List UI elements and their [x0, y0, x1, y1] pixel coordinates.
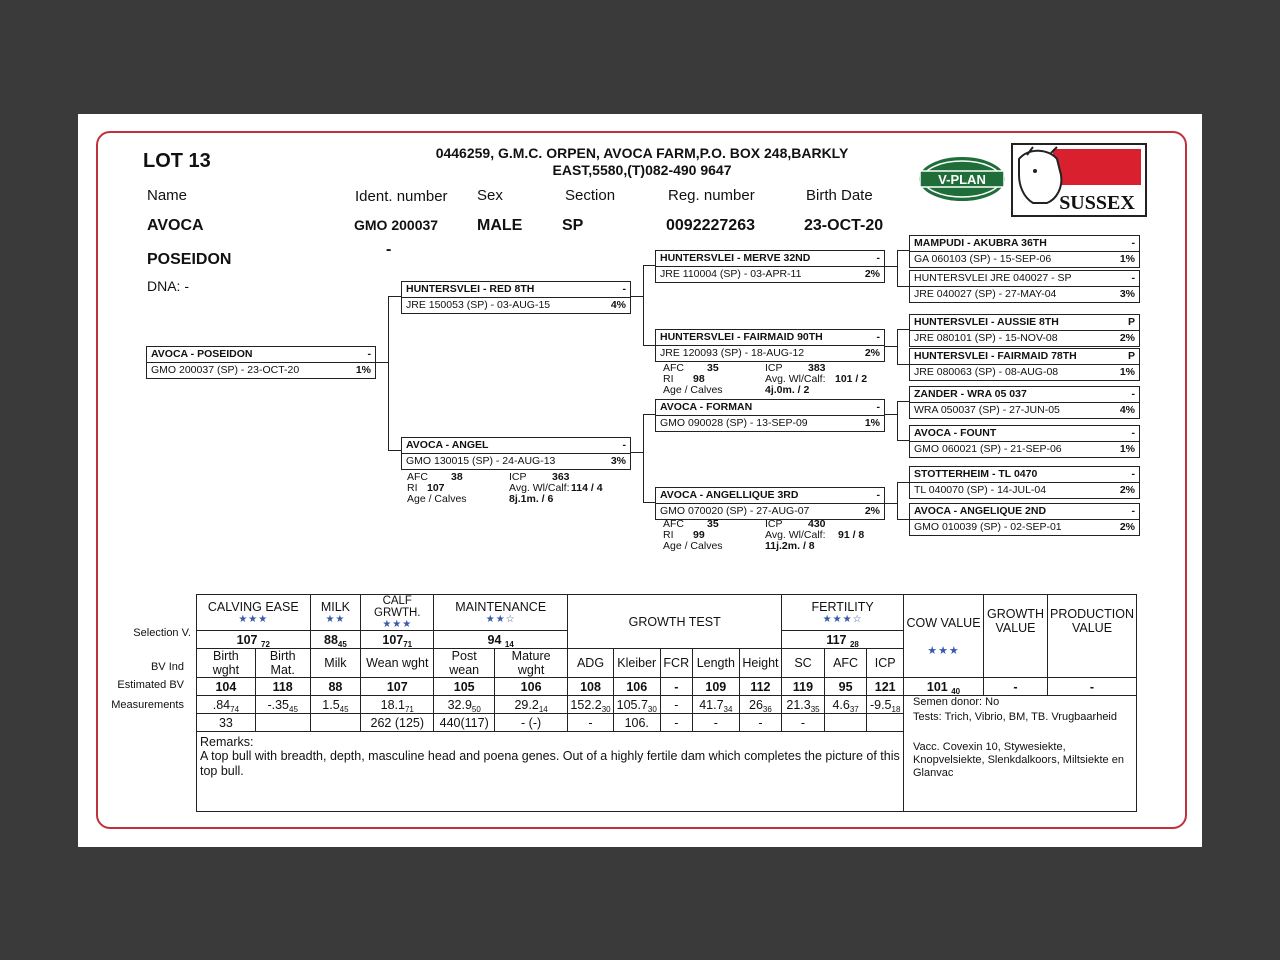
pedigree-sss: MAMPUDI - AKUBRA 36TH - GA 060103 (SP) - 15-SEP-06 1% — [909, 235, 1140, 268]
column-header: SC — [782, 649, 825, 678]
animal-name-1: AVOCA — [147, 217, 204, 234]
animal-section: SP — [562, 217, 584, 234]
pedigree-self: AVOCA - POSEIDON - GMO 200037 (SP) - 23-OCT-20 1% — [146, 346, 376, 379]
column-header: Height — [739, 649, 782, 678]
bv-extra-cell: 101 $_{40}$ — [904, 678, 984, 696]
measurement-cell — [255, 714, 310, 732]
column-header: Wean wght — [361, 649, 434, 678]
owner-address — [420, 145, 864, 179]
animal-dna: DNA: - — [147, 278, 189, 294]
measurement-cell: - — [782, 714, 825, 732]
svg-text:SUSSEX: SUSSEX — [1059, 192, 1135, 214]
ebv-cell: - — [660, 696, 692, 714]
label-measurements: Measurements — [111, 699, 184, 711]
measurement-cell: 440(117) — [434, 714, 495, 732]
column-header: Birth Mat. — [255, 649, 310, 678]
ebv-cell: $21.3_{35}$ — [782, 696, 825, 714]
column-header: Post wean — [434, 649, 495, 678]
pedigree-sire: HUNTERSVLEI - RED 8TH - JRE 150053 (SP) - 03-AUG-15 4% — [401, 281, 631, 314]
bv-cell: 106 — [495, 678, 568, 696]
ebv-cell: $4.6_{37}$ — [824, 696, 867, 714]
measurement-cell: 106. — [613, 714, 660, 732]
column-header: Length — [693, 649, 740, 678]
bv-cell: 107 — [361, 678, 434, 696]
group-calving: CALVING EASE ★★★ — [197, 595, 311, 631]
sussex-logo — [1011, 143, 1147, 217]
label-bv: BV Ind — [150, 661, 184, 673]
remarks-cell — [197, 732, 904, 812]
vaccinations: Vacc. Covexin 10, Stywesiekte, Knopvelsiekte, Slenkdalkoors, Miltsiekte en Glanvac — [913, 741, 1124, 779]
measurement-cell: - — [660, 714, 692, 732]
animal-name-2: POSEIDON — [147, 251, 232, 268]
performance-table: CALVING EASE ★★★ MILK ★★ CALF GRWTH. ★★★ MAINTENANCE ★★☆ GROWTH TEST FERTILITY ★★★☆ COW VALUE ★★★ GROWTH VALUE PRODUCTION VALUE 107 $_{72}$ $88_{45}$ $107_{71}$ 94 $_{14}$ 117 $_{28}$ Birth wght Birth Mat. Milk Wean wght Post wean Mature wght ADG Kleiber FCR Length Height SC AFC ICP 104 118 88 107 105 106 108 106 - 109 112 119 95 121 101 $_{40}$ - - $.84_{74}$ $-.35_{45}$ $1.5_{45}$ $18.1_{71}$ $32.9_{50}$ $29.2_{14}$ $152.2_{30}$ $105.7_{30}$ - $41.7_{34}$ $26_{36}$ $21.3_{35}$ $4.6_{37}$ $-9.5_{18}$ 33 262 (125) 440(117) - (-) - 106. - - - - Remarks: A top bull with breadth, depth, masculine head and poena genes. Out of a highly fertile dam which completes the picture of this top bull. — [196, 594, 1137, 812]
animal-birth: 23-OCT-20 — [804, 217, 884, 234]
remarks-label: Remarks: — [200, 735, 254, 749]
header-birth: Birth Date — [806, 187, 873, 204]
group-growth: GROWTH TEST — [568, 595, 782, 649]
milk-stars-icon: ★★ — [325, 614, 346, 625]
ebv-cell: $-9.5_{18}$ — [867, 696, 904, 714]
sire-dam-stats: AFC 35 RI 98 Age / Calves 4j.0m. / 2 ICP 383 Avg. Wl/Calf: 101 / 2 — [663, 362, 868, 396]
bv-extra-cell: - — [1048, 678, 1137, 696]
bv-cell: 119 — [782, 678, 825, 696]
measurement-cell — [824, 714, 867, 732]
measurement-cell: - — [568, 714, 614, 732]
group-maintenance: MAINTENANCE ★★☆ — [434, 595, 568, 631]
bv-cell: 106 — [613, 678, 660, 696]
maintenance-stars-icon: ★★☆ — [485, 614, 516, 625]
pedigree-dds: STOTTERHEIM - TL 0470 - TL 040070 (SP) - 14-JUL-04 2% — [909, 466, 1140, 499]
label-ebv: Estimated BV — [117, 679, 184, 691]
ebv-cell: $18.1_{71}$ — [361, 696, 434, 714]
lot-number: LOT 13 — [143, 150, 211, 172]
label-selection: Selection V. — [133, 627, 191, 639]
ebv-cell: $.84_{74}$ — [197, 696, 256, 714]
calf-stars-icon: ★★★ — [382, 619, 413, 630]
animal-ident-sub: - — [386, 241, 392, 258]
group-cow-value: COW VALUE ★★★ — [904, 595, 984, 678]
remarks-text: A top bull with breadth, depth, masculine head and poena genes. Out of a highly fertile dam which completes the picture of this top bull. — [200, 749, 900, 778]
bv-cell: 121 — [867, 678, 904, 696]
measurement-cell: - (-) — [495, 714, 568, 732]
measurement-cell: - — [693, 714, 740, 732]
bv-cell: 104 — [197, 678, 256, 696]
column-header: ADG — [568, 649, 614, 678]
animal-sex: MALE — [477, 217, 523, 234]
pedigree-sire-sire: HUNTERSVLEI - MERVE 32ND - JRE 110004 (SP) - 03-APR-11 2% — [655, 250, 885, 283]
column-header: Milk — [310, 649, 361, 678]
column-header: Birth wght — [197, 649, 256, 678]
semen-donor: Semen donor: No — [913, 696, 1000, 708]
group-milk: MILK ★★ — [310, 595, 361, 631]
measurement-cell: 262 (125) — [361, 714, 434, 732]
column-header: Mature wght — [495, 649, 568, 678]
ebv-cell: $105.7_{30}$ — [613, 696, 660, 714]
bv-cell: 112 — [739, 678, 782, 696]
bv-cell: 118 — [255, 678, 310, 696]
group-production-value: PRODUCTION VALUE — [1048, 595, 1137, 678]
pedigree-dsd: AVOCA - FOUNT - GMO 060021 (SP) - 21-SEP-06 1% — [909, 425, 1140, 458]
dam-stats: AFC 38 RI 107 Age / Calves 8j.1m. / 6 ICP 363 Avg. Wl/Calf: 114 / 4 — [407, 471, 603, 505]
bv-cell: 88 — [310, 678, 361, 696]
animal-reg: 0092227263 — [666, 217, 755, 234]
group-fertility: FERTILITY ★★★☆ — [782, 595, 904, 631]
group-calf: CALF GRWTH. ★★★ — [361, 595, 434, 631]
pedigree-dam: AVOCA - ANGEL - GMO 130015 (SP) - 24-AUG-13 3% — [401, 437, 631, 470]
dam-dam-stats: AFC 35 RI 99 Age / Calves 11j.2m. / 8 ICP 430 Avg. Wl/Calf: 91 / 8 — [663, 518, 865, 552]
measurement-cell — [310, 714, 361, 732]
bv-cell: 109 — [693, 678, 740, 696]
column-header: ICP — [867, 649, 904, 678]
owner-line-1: 0446259, G.M.C. ORPEN, AVOCA FARM,P.O. BOX 248,BARKLY — [435, 145, 849, 161]
fertility-stars-icon: ★★★☆ — [822, 614, 863, 625]
pedigree-ssd: HUNTERSVLEI JRE 040027 - SP - JRE 040027 (SP) - 27-MAY-04 3% — [909, 270, 1140, 303]
measurement-cell — [867, 714, 904, 732]
group-growth-value: GROWTH VALUE — [984, 595, 1048, 678]
ebv-cell: $152.2_{30}$ — [568, 696, 614, 714]
ebv-cell: $-.35_{45}$ — [255, 696, 310, 714]
header-section: Section — [565, 187, 616, 204]
owner-line-2: EAST,5580,(T)082-490 9647 — [552, 162, 732, 178]
bv-cell: 95 — [824, 678, 867, 696]
column-header: AFC — [824, 649, 867, 678]
pedigree-dam-dam: AVOCA - ANGELLIQUE 3RD - GMO 070020 (SP) - 27-AUG-07 2% — [655, 487, 885, 520]
ebv-cell: $41.7_{34}$ — [693, 696, 740, 714]
pedigree-ddd: AVOCA - ANGELIQUE 2ND - GMO 010039 (SP) - 02-SEP-01 2% — [909, 503, 1140, 536]
bv-extra-cell: - — [984, 678, 1048, 696]
ebv-cell: $26_{36}$ — [739, 696, 782, 714]
ebv-cell: $29.2_{14}$ — [495, 696, 568, 714]
header-ident: Ident. number — [355, 188, 448, 205]
pedigree-dss: ZANDER - WRA 05 037 - WRA 050037 (SP) - 27-JUN-05 4% — [909, 386, 1140, 419]
tests: Tests: Trich, Vibrio, BM, TB. Vrugbaarheid — [913, 711, 1117, 723]
vplan-logo — [918, 156, 1006, 202]
pedigree-sdd: HUNTERSVLEI - FAIRMAID 78TH P JRE 080063 (SP) - 08-AUG-08 1% — [909, 348, 1140, 381]
column-header: Kleiber — [613, 649, 660, 678]
header-name: Name — [147, 187, 188, 204]
measurement-cell: 33 — [197, 714, 256, 732]
svg-text:V-PLAN: V-PLAN — [938, 172, 986, 187]
pedigree-sds: HUNTERSVLEI - AUSSIE 8TH P JRE 080101 (SP) - 15-NOV-08 2% — [909, 314, 1140, 347]
animal-ident: GMO 200037 — [354, 217, 439, 233]
bv-cell: - — [660, 678, 692, 696]
calving-stars-icon: ★★★ — [238, 614, 269, 625]
ebv-cell: $32.9_{50}$ — [434, 696, 495, 714]
bv-cell: 105 — [434, 678, 495, 696]
ebv-cell: $1.5_{45}$ — [310, 696, 361, 714]
cow-stars-icon: ★★★ — [927, 644, 960, 657]
header-reg: Reg. number — [668, 187, 755, 204]
pedigree-sire-dam: HUNTERSVLEI - FAIRMAID 90TH - JRE 120093 (SP) - 18-AUG-12 2% — [655, 329, 885, 362]
header-sex: Sex — [477, 187, 503, 204]
column-header: FCR — [660, 649, 692, 678]
measurement-cell: - — [739, 714, 782, 732]
bv-cell: 108 — [568, 678, 614, 696]
pedigree-dam-sire: AVOCA - FORMAN - GMO 090028 (SP) - 13-SEP-09 1% — [655, 399, 885, 432]
